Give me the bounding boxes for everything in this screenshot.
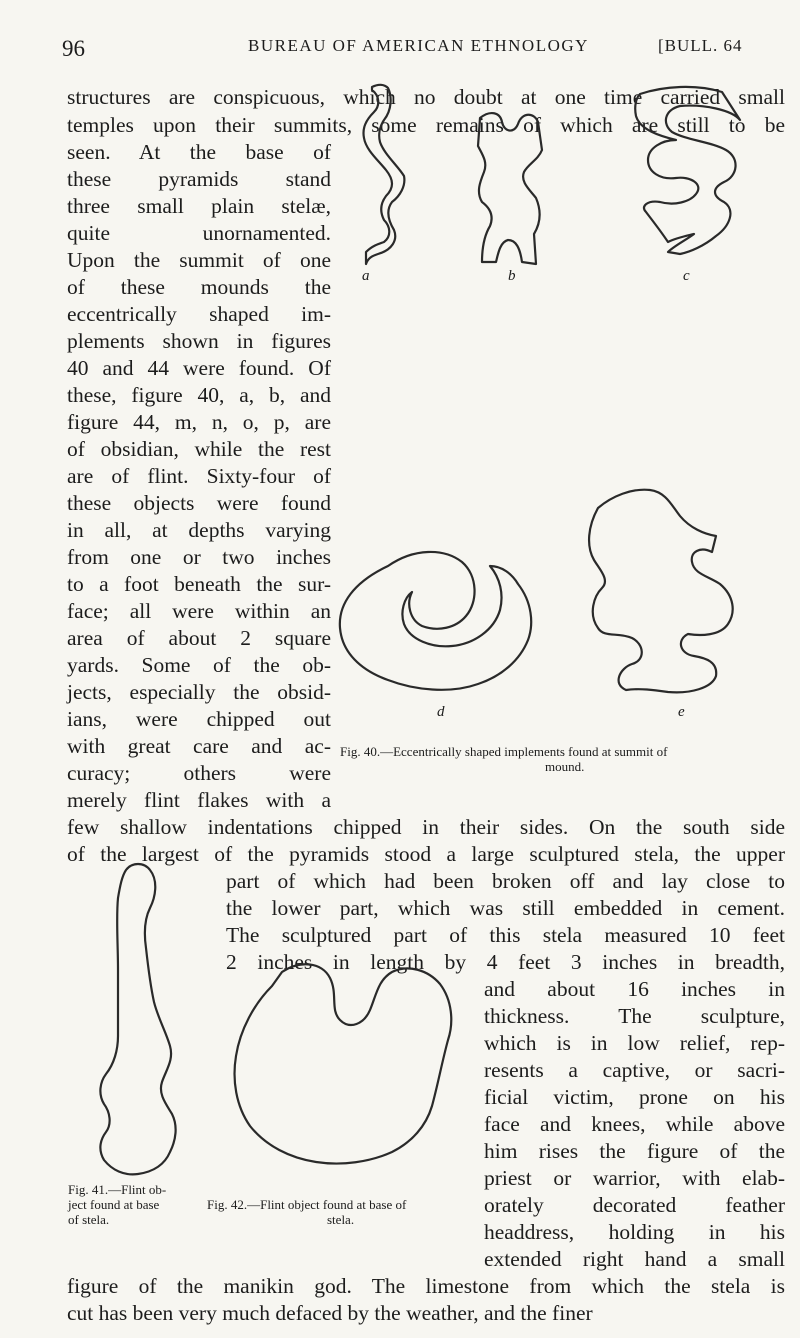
text-line: from one or two inches <box>67 545 331 569</box>
figure-41-caption-line-3: of stela. <box>68 1212 110 1227</box>
text-line: these objects were found <box>67 491 331 515</box>
figure-41-caption-line-2: ject found at base <box>68 1197 160 1212</box>
figure-42-object <box>235 964 452 1163</box>
text-line: cut has been very much defaced by the weather, and the finer <box>67 1301 593 1325</box>
text-line: of these mounds the <box>67 275 331 299</box>
figure-label-a: a <box>362 268 370 284</box>
figure-40-caption-line-2: mound. <box>545 759 585 774</box>
text-line: structures are conspicuous, which no doubt at one time carried small <box>67 85 785 109</box>
figure-41-caption-line-1: Fig. 41.—Flint ob- <box>68 1182 167 1197</box>
implement-c <box>635 87 740 254</box>
text-line: part of which had been broken off and lay close to <box>226 869 785 893</box>
text-line: priest or warrior, with elab- <box>484 1166 785 1190</box>
figure-label-b: b <box>508 268 516 284</box>
text-line: area of about 2 square <box>67 626 331 650</box>
text-line: of the largest of the pyramids stood a large sculptured stela, the upper <box>67 842 785 866</box>
text-line: Upon the summit of one <box>67 248 331 272</box>
text-line: these, figure 40, a, b, and <box>67 383 331 407</box>
text-line: these pyramids stand <box>67 167 331 191</box>
figure-42-caption-line-1: Fig. 42.—Flint object found at base of <box>207 1197 407 1212</box>
page-number: 96 <box>62 36 85 61</box>
figure-label-c: c <box>683 268 690 284</box>
text-line: 2 inches in length by 4 feet 3 inches in breadth, <box>226 950 785 974</box>
implement-a <box>363 85 404 264</box>
figure-41-object <box>100 864 175 1174</box>
text-line: few shallow indentations chipped in their sides. On the south side <box>67 815 785 839</box>
figure-label-d: d <box>437 704 445 720</box>
text-line: merely flint flakes with a <box>67 788 331 812</box>
text-line: jects, especially the obsid- <box>67 680 331 704</box>
text-line: resents a captive, or sacri- <box>484 1058 785 1082</box>
text-line: The sculptured part of this stela measured 10 feet <box>226 923 785 947</box>
text-line: headdress, holding in his <box>484 1220 785 1244</box>
text-line: figure of the manikin god. The limestone from which the stela is <box>67 1274 785 1298</box>
text-line: the lower part, which was still embedded in cement. <box>226 896 785 920</box>
text-line: which is in low relief, rep- <box>484 1031 785 1055</box>
text-line: face; all were within an <box>67 599 331 623</box>
text-line: eccentrically shaped im- <box>67 302 331 326</box>
text-line: three small plain stelæ, <box>67 194 331 218</box>
text-line: extended right hand a small <box>484 1247 785 1271</box>
text-line: face and knees, while above <box>484 1112 785 1136</box>
figure-42-caption-line-2: stela. <box>327 1212 355 1227</box>
text-line: yards. Some of the ob- <box>67 653 331 677</box>
text-line: curacy; others were <box>67 761 331 785</box>
text-line: plements shown in figures <box>67 329 331 353</box>
text-line: temples upon their summits, some remains of which are still to be <box>67 113 785 137</box>
text-line: are of flint. Sixty-four of <box>67 464 331 488</box>
text-line: in all, at depths varying <box>67 518 331 542</box>
implement-d <box>340 552 531 690</box>
running-title: BUREAU OF AMERICAN ETHNOLOGY <box>248 36 589 55</box>
text-line: seen. At the base of <box>67 140 331 164</box>
text-line: ians, were chipped out <box>67 707 331 731</box>
text-line: quite unornamented. <box>67 221 331 245</box>
text-line: him rises the figure of the <box>484 1139 785 1163</box>
text-line: thickness. The sculpture, <box>484 1004 785 1028</box>
implement-e <box>589 490 733 693</box>
figure-label-e: e <box>678 704 685 720</box>
text-line: 40 and 44 were found. Of <box>67 356 331 380</box>
text-line: of obsidian, while the rest <box>67 437 331 461</box>
text-line: with great care and ac- <box>67 734 331 758</box>
bulletin-number: [BULL. 64 <box>658 36 743 55</box>
text-line: ficial victim, prone on his <box>484 1085 785 1109</box>
text-line: to a foot beneath the sur- <box>67 572 331 596</box>
text-line: and about 16 inches in <box>484 977 785 1001</box>
figure-40-caption-line-1: Fig. 40.—Eccentrically shaped implements found at summit of <box>340 744 668 759</box>
text-line: orately decorated feather <box>484 1193 785 1217</box>
implement-b <box>478 113 542 264</box>
text-line: figure 44, m, n, o, p, are <box>67 410 331 434</box>
